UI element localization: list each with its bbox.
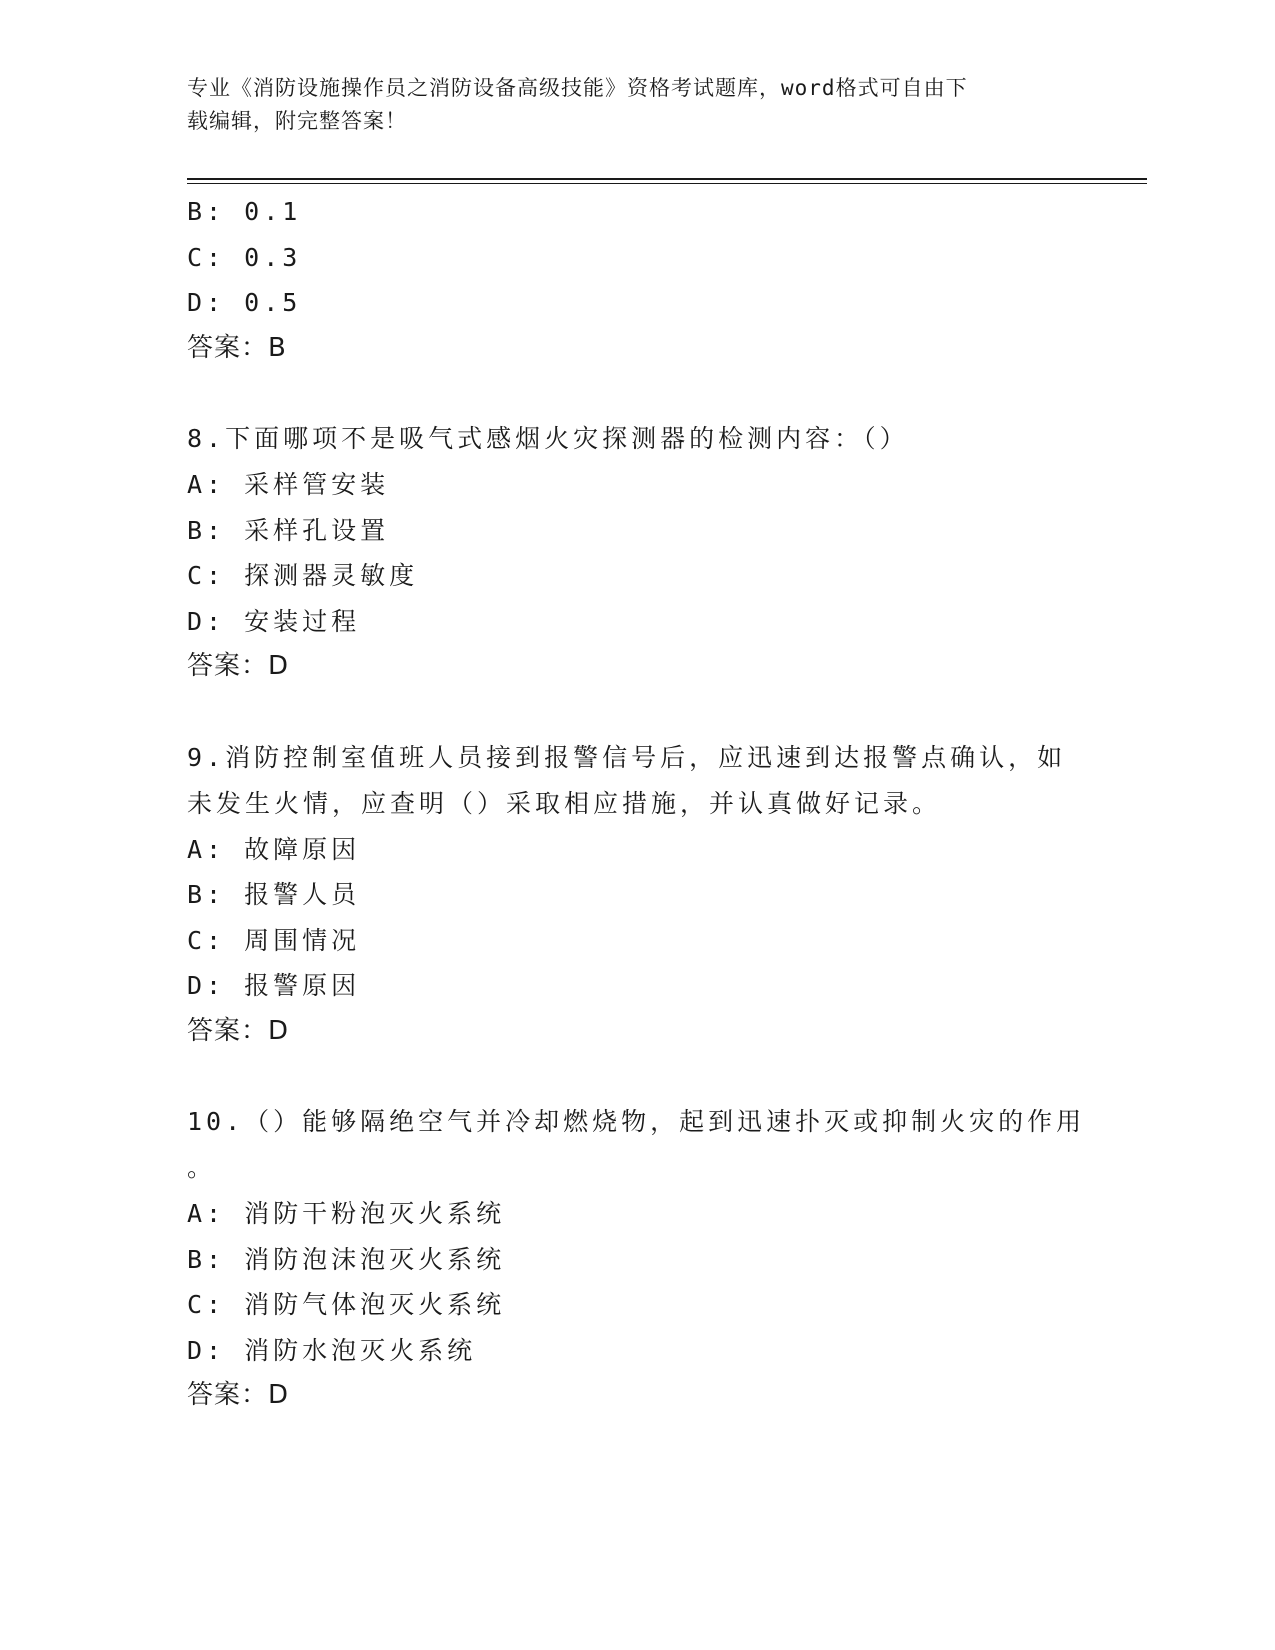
option-b: B: 0.1 bbox=[187, 197, 302, 226]
question-8 bbox=[187, 416, 1087, 690]
question-9 bbox=[187, 735, 1087, 1055]
answer: 答案：B bbox=[187, 332, 287, 363]
option-b: B: 报警人员 bbox=[187, 880, 361, 909]
option-d: D: 报警原因 bbox=[187, 971, 361, 1000]
option-c: C: 周围情况 bbox=[187, 925, 361, 955]
option-a: A: 消防干粉泡灭火系统 bbox=[187, 1199, 506, 1228]
option-c: C: 0.3 bbox=[187, 242, 302, 272]
option-a: A: 采样管安装 bbox=[187, 470, 390, 499]
question-text: 8.下面哪项不是吸气式感烟火灾探测器的检测内容：（） bbox=[187, 424, 909, 453]
option-d: D: 消防水泡灭火系统 bbox=[187, 1335, 477, 1365]
answer: 答案：D bbox=[187, 651, 290, 681]
spacer bbox=[187, 690, 1087, 735]
document-header bbox=[187, 72, 1067, 138]
answer: 答案：D bbox=[187, 1015, 290, 1046]
question-7 bbox=[187, 189, 1087, 371]
question-text-line-2: 未发生火情，应查明（）采取相应措施，并认真做好记录。 bbox=[187, 788, 942, 818]
header-divider-thin bbox=[187, 183, 1147, 184]
spacer bbox=[187, 371, 1087, 416]
option-b: B: 采样孔设置 bbox=[187, 515, 390, 545]
option-c: C: 探测器灵敏度 bbox=[187, 561, 419, 590]
header-divider-thick bbox=[187, 178, 1147, 180]
question-10 bbox=[187, 1099, 1087, 1419]
spacer bbox=[187, 1054, 1087, 1099]
option-d: D: 安装过程 bbox=[187, 606, 361, 636]
option-b: B: 消防泡沫泡灭火系统 bbox=[187, 1244, 506, 1274]
header-line-1: 专业《消防设施操作员之消防设备高级技能》资格考试题库，word格式可自由下 bbox=[187, 76, 968, 100]
option-d: D: 0.5 bbox=[187, 288, 302, 317]
header-line-2: 载编辑，附完整答案！ bbox=[187, 109, 407, 133]
question-list bbox=[187, 189, 1087, 1419]
question-text-line-1: 9.消防控制室值班人员接到报警信号后，应迅速到达报警点确认，如 bbox=[187, 742, 1067, 772]
question-text-line-1: 10.（）能够隔绝空气并冷却燃烧物，起到迅速扑灭或抑制火灾的作用 bbox=[187, 1107, 1086, 1136]
question-text-line-2: 。 bbox=[187, 1153, 217, 1182]
answer: 答案：D bbox=[187, 1380, 290, 1410]
option-c: C: 消防气体泡灭火系统 bbox=[187, 1290, 506, 1319]
option-a: A: 故障原因 bbox=[187, 834, 361, 864]
